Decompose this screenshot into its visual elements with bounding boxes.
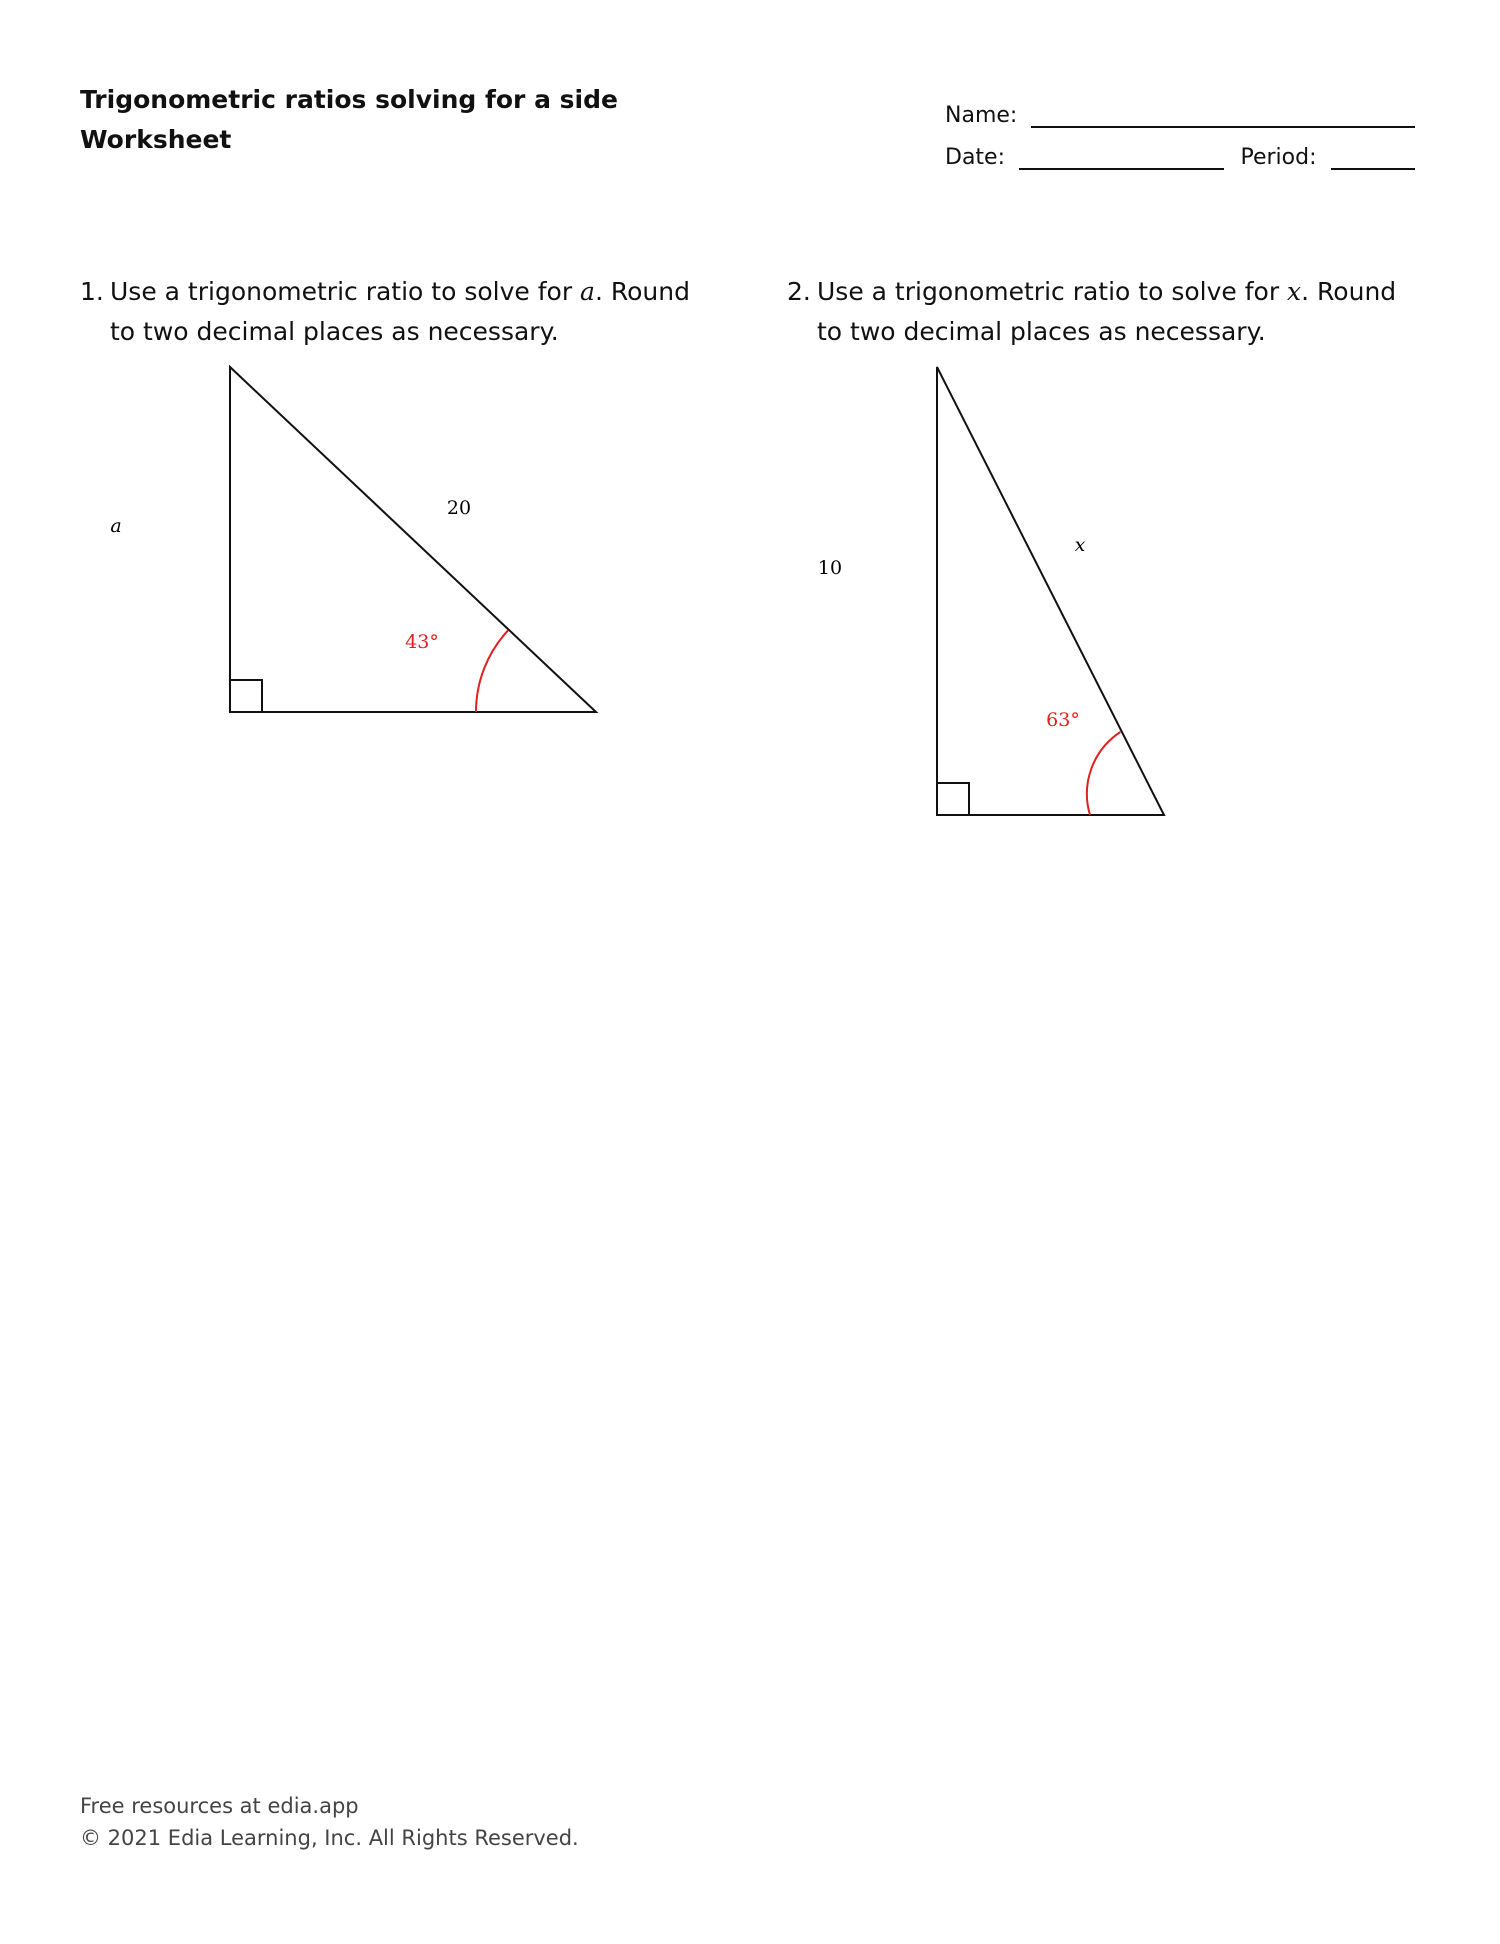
problem-2-right-angle-marker (937, 783, 969, 815)
problem-1-number: 1. (80, 277, 104, 306)
period-label: Period: (1240, 145, 1317, 170)
problem-1-triangle (230, 367, 596, 712)
problem-1-angle-arc (476, 630, 508, 712)
footer-copyright: © 2021 Edia Learning, Inc. All Rights Reserved. (80, 1826, 579, 1850)
date-period-row (945, 128, 1415, 170)
problem-1-angle-label: 43° (405, 631, 439, 653)
worksheet-title (80, 80, 618, 160)
problem-1-text-after: . Round to two decimal places as necessary. (110, 277, 690, 346)
problem-2 (787, 272, 1417, 352)
name-row (945, 86, 1415, 128)
problem-2-text (817, 272, 1417, 352)
problem-1-triangle-figure (80, 360, 640, 720)
student-info-fields (945, 86, 1415, 170)
date-blank-line[interactable] (1019, 146, 1224, 170)
problem-2-triangle-figure (787, 360, 1227, 820)
problem-1 (80, 272, 710, 352)
problem-1-hypotenuse-label: 20 (446, 497, 472, 519)
footer-resources-link[interactable]: Free resources at edia.app (80, 1794, 359, 1818)
title-line-1: Trigonometric ratios solving for a side (80, 85, 618, 114)
problem-1-text-before: Use a trigonometric ratio to solve for (110, 277, 581, 306)
period-blank-line[interactable] (1331, 146, 1416, 170)
problem-1-vertical-side-label: a (110, 515, 122, 537)
problem-2-text-before: Use a trigonometric ratio to solve for (817, 277, 1288, 306)
problem-1-right-angle-marker (230, 680, 262, 712)
title-line-2: Worksheet (80, 125, 232, 154)
problem-1-text (110, 272, 710, 352)
problem-2-variable: x (1287, 277, 1302, 306)
problem-1-variable: a (580, 277, 595, 306)
problem-1-prompt (80, 272, 710, 352)
name-blank-line[interactable] (1031, 104, 1415, 128)
problem-2-vertical-side-label: 10 (817, 557, 843, 579)
problem-2-prompt (787, 272, 1417, 352)
problem-2-number: 2. (787, 277, 811, 306)
problem-2-text-after: . Round to two decimal places as necessary. (817, 277, 1397, 346)
name-label: Name: (945, 103, 1018, 128)
problem-2-angle-label: 63° (1046, 709, 1080, 731)
problem-2-triangle (937, 367, 1164, 815)
date-label: Date: (945, 145, 1005, 170)
problem-2-hypotenuse-label: x (1074, 534, 1086, 556)
problem-2-angle-arc (1087, 732, 1120, 815)
page-footer (80, 1790, 579, 1854)
